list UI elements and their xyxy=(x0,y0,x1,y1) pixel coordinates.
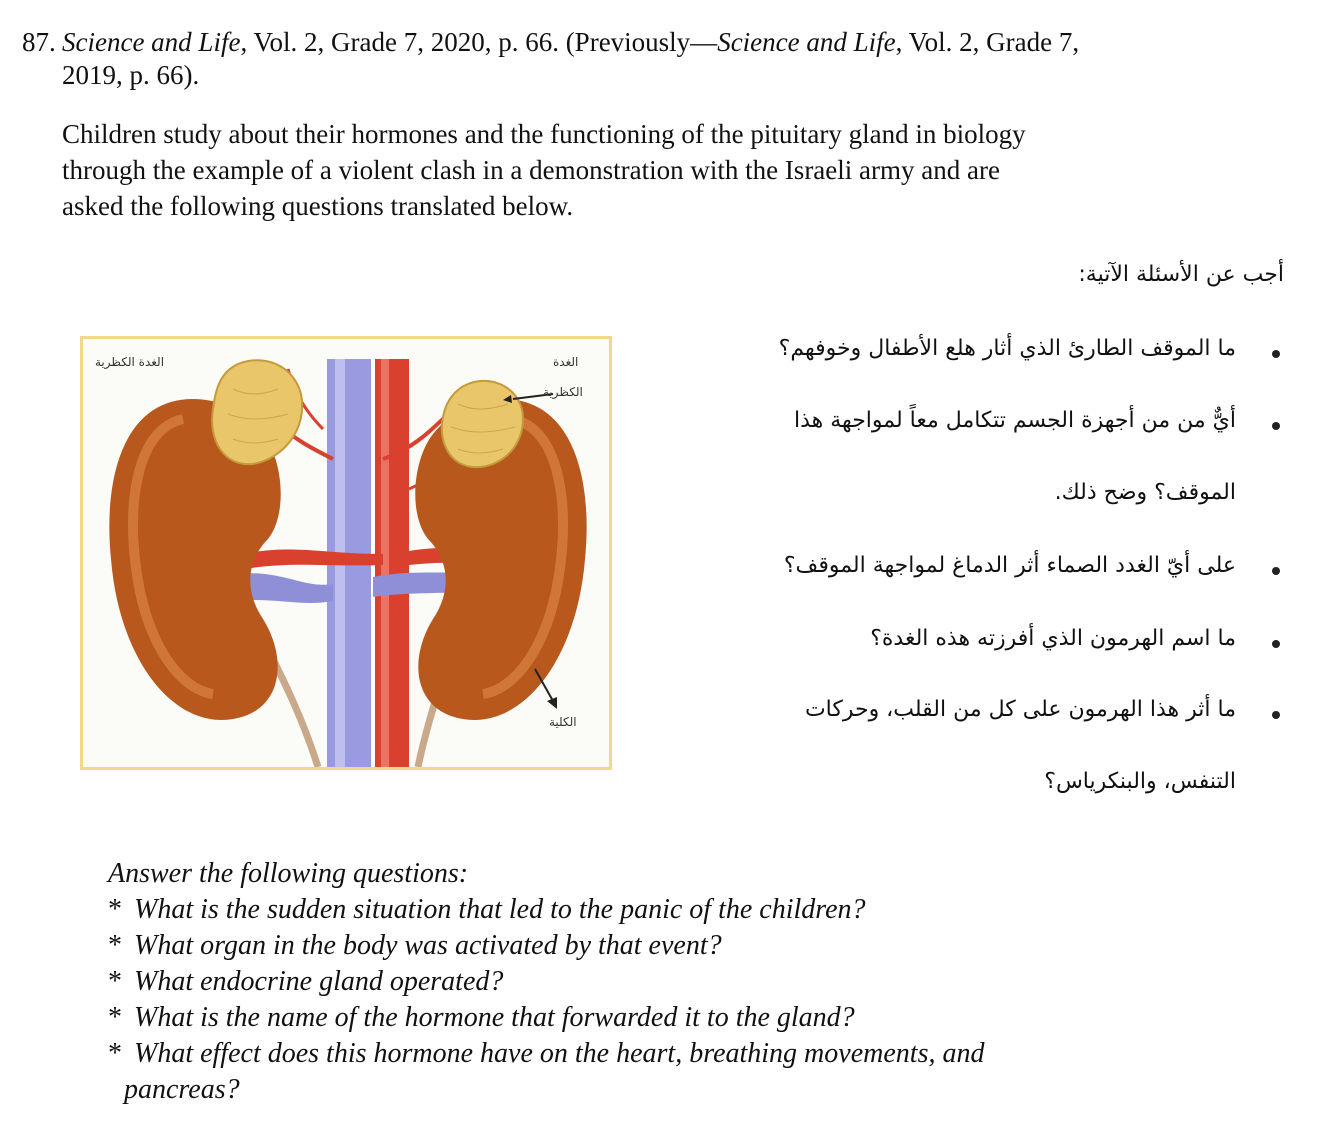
translated-heading: Answer the following questions: xyxy=(108,858,469,889)
label-adrenal-left: الغدة الكظرية xyxy=(95,355,165,369)
citation xyxy=(22,26,1302,92)
label-adrenal-right-2: الكظرية xyxy=(543,385,583,399)
arabic-question: ما اسم الهرمون الذي أفرزته هذه الغدة؟ xyxy=(870,626,1236,651)
arabic-question: ما أثر هذا الهرمون على كل من القلب، وحركات xyxy=(804,697,1236,722)
book-title-previous: Science and Life xyxy=(717,27,896,57)
label-kidney: الكلية xyxy=(549,715,577,729)
translated-question-continuation: pancreas? xyxy=(124,1074,240,1105)
bullet-icon xyxy=(1272,711,1280,719)
asterisk: * xyxy=(108,966,122,997)
label-adrenal-right-1: الغدة xyxy=(553,355,579,369)
asterisk: * xyxy=(108,1002,122,1033)
adrenal-gland-left-icon xyxy=(212,360,302,464)
translated-question: What is the sudden situation that led to the panic of the children? xyxy=(134,894,866,925)
arabic-question: ما الموقف الطارئ الذي أثار هلع الأطفال وخوفهم؟ xyxy=(778,336,1236,361)
kidney-illustration xyxy=(83,339,609,767)
arabic-question-continuation: الموقف؟ وضح ذلك. xyxy=(1054,480,1236,505)
book-title: Science and Life xyxy=(62,27,241,57)
intro-line: through the example of a violent clash in a demonstration with the Israeli army and are xyxy=(62,155,1000,185)
translated-question: What organ in the body was activated by that event? xyxy=(134,930,722,961)
translated-question: What endocrine gland operated? xyxy=(134,966,504,997)
translated-questions xyxy=(108,856,1288,1108)
bullet-icon xyxy=(1272,422,1280,430)
translated-question: What effect does this hormone have on the heart, breathing movements, and xyxy=(134,1038,985,1069)
arabic-question: أيٌّ من من أجهزة الجسم تتكامل معاً لمواجهة هذا xyxy=(794,408,1236,433)
citation-details-2: , Vol. 2, Grade 7, xyxy=(895,27,1080,57)
citation-number: 87. xyxy=(22,27,56,57)
asterisk: * xyxy=(108,930,122,961)
translated-question: What is the name of the hormone that forwarded it to the gland? xyxy=(134,1002,855,1033)
citation-details: , Vol. 2, Grade 7, 2020, p. 66. (Previously— xyxy=(240,27,718,57)
bullet-icon xyxy=(1272,640,1280,648)
arabic-question-continuation: التنفس، والبنكرياس؟ xyxy=(1044,769,1236,794)
arabic-question: على أيّ الغدد الصماء أثر الدماغ لمواجهة الموقف؟ xyxy=(783,553,1236,578)
bullet-icon xyxy=(1272,567,1280,575)
arabic-heading: أجب عن الأسئلة الآتية: xyxy=(1078,262,1284,287)
intro-paragraph xyxy=(62,116,1242,224)
intro-line: asked the following questions translated below. xyxy=(62,191,574,221)
bullet-icon xyxy=(1272,350,1280,358)
citation-details-3: 2019, p. 66). xyxy=(62,60,200,90)
asterisk: * xyxy=(108,1038,122,1069)
asterisk: * xyxy=(108,894,122,925)
intro-line: Children study about their hormones and the functioning of the pituitary gland in biology xyxy=(62,119,1026,149)
kidney-adrenal-figure xyxy=(80,336,612,770)
